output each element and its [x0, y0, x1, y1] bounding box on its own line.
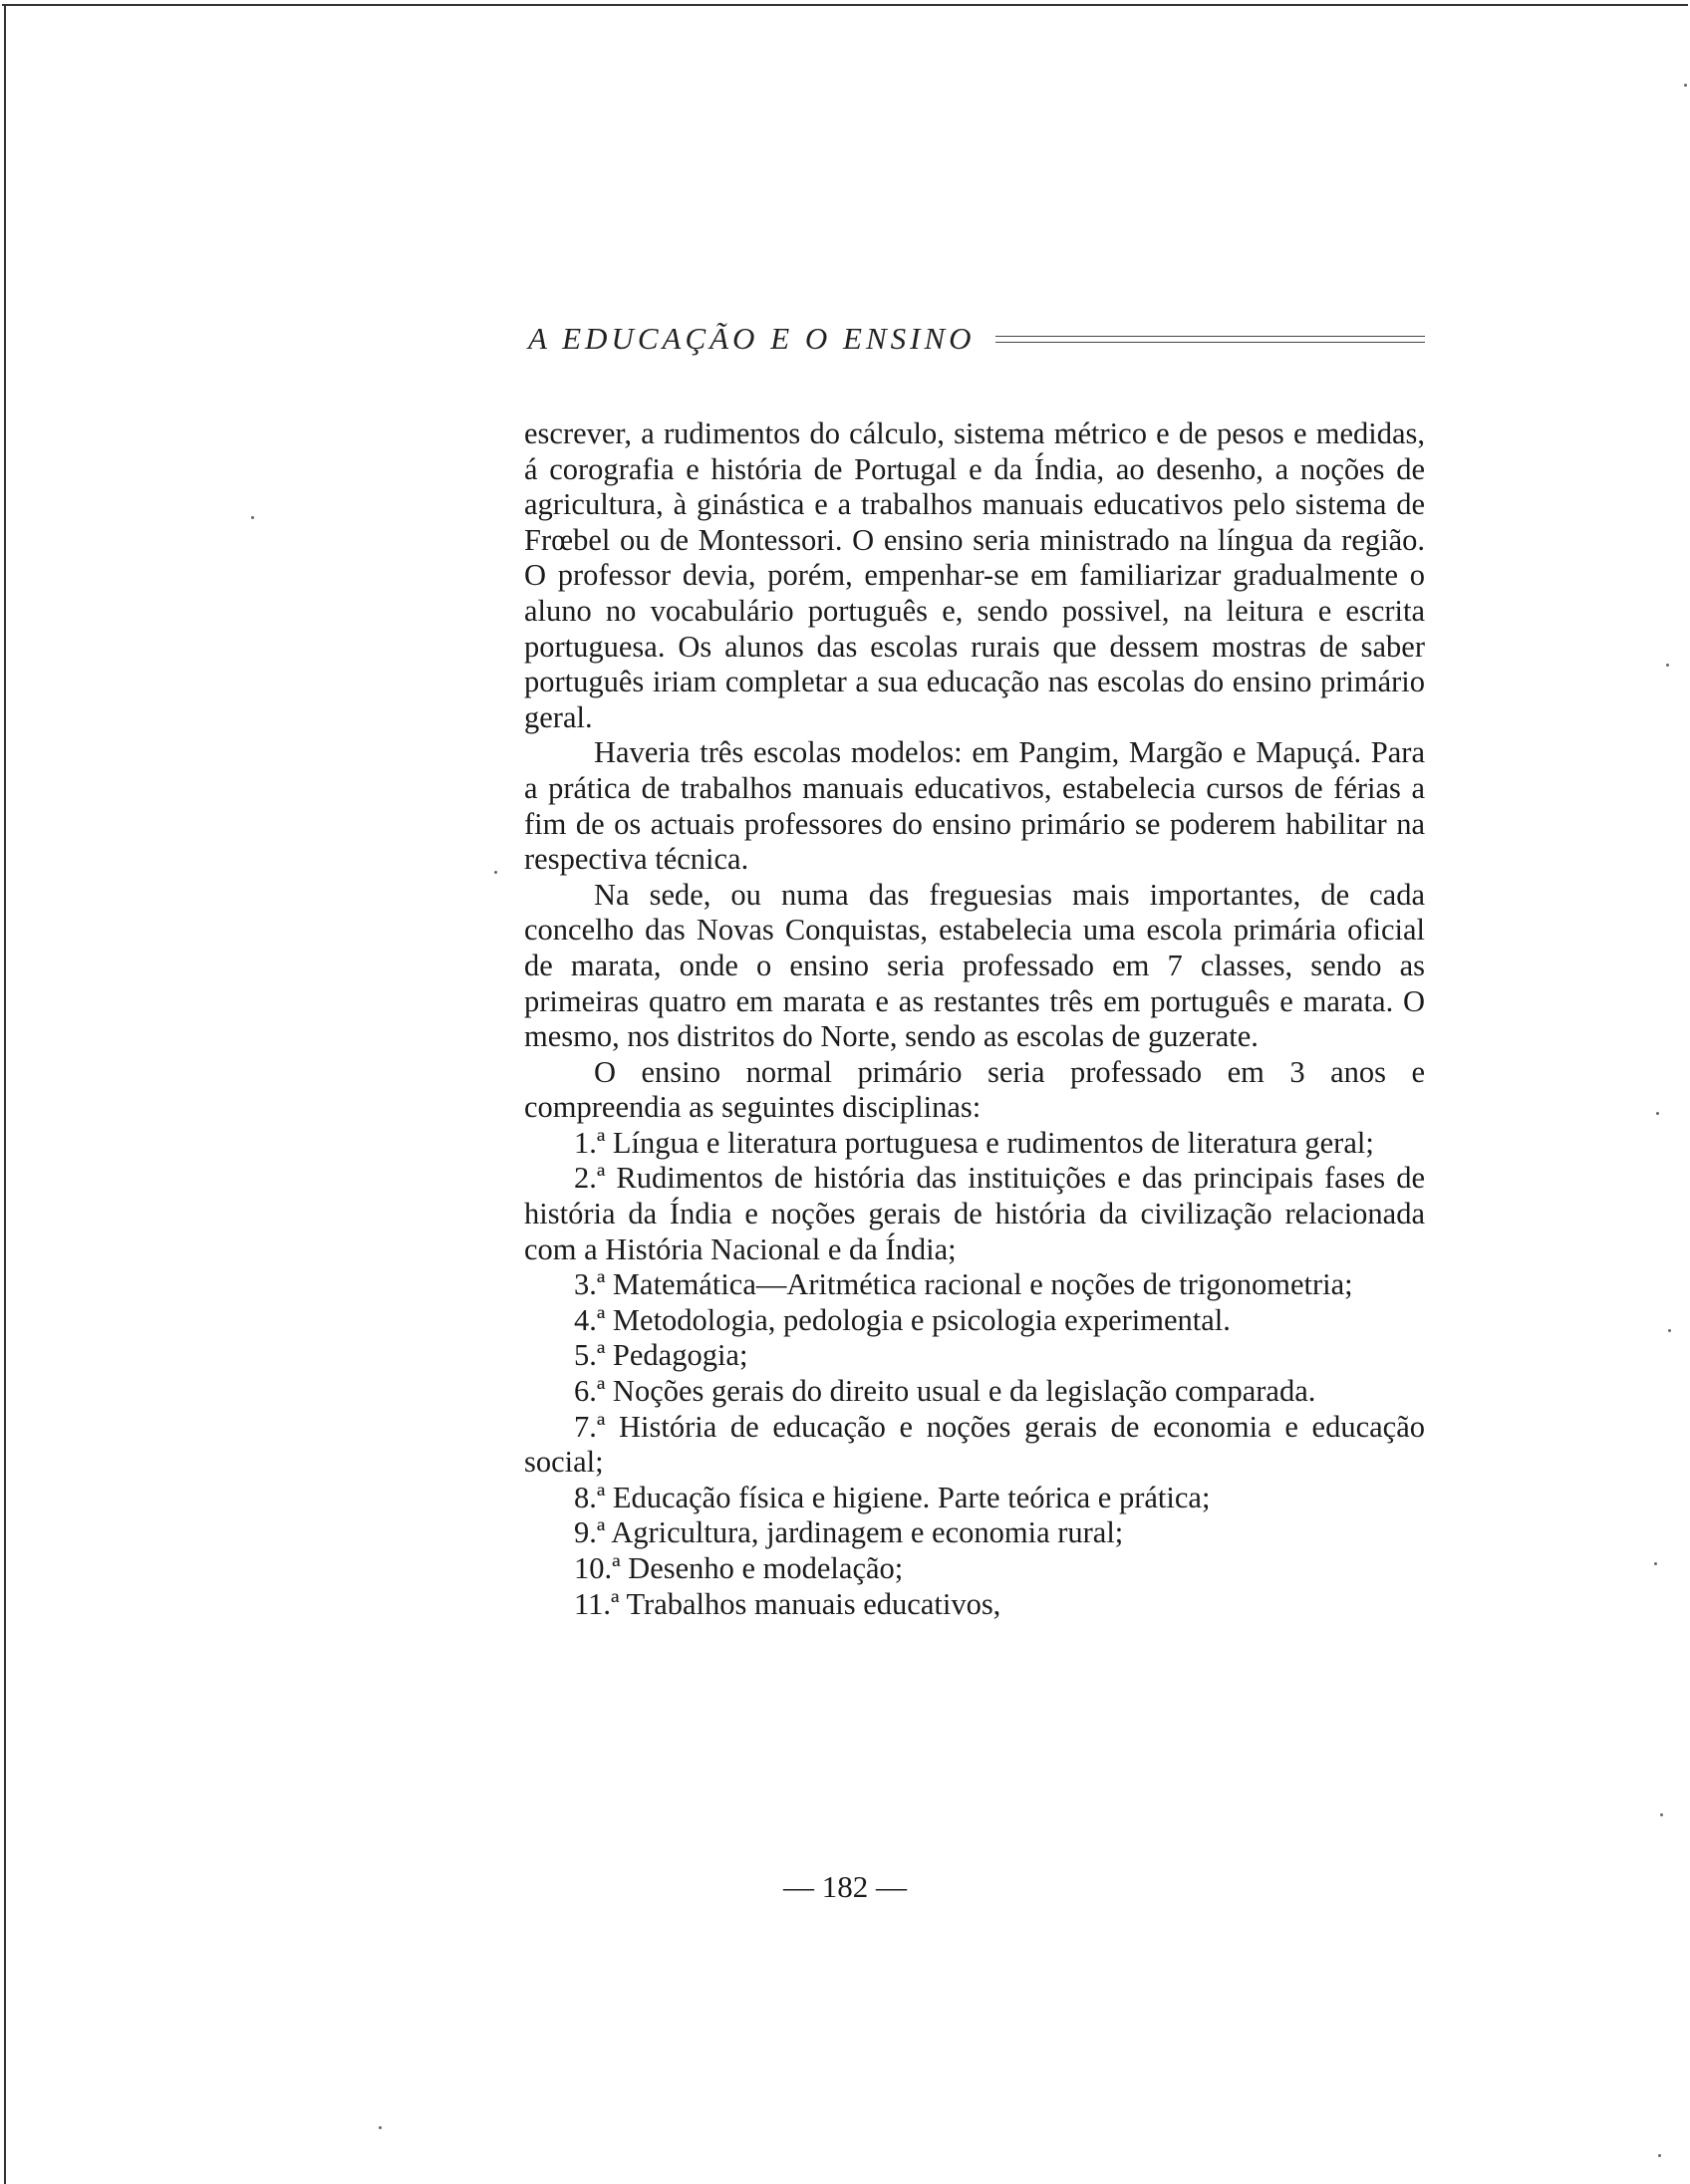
scan-speck	[1668, 1329, 1671, 1332]
subject-item-7: 7.ª História de educação e noções gerais de economia e educação social;	[524, 1409, 1425, 1480]
scan-speck	[1658, 2154, 1661, 2157]
scan-speck	[1656, 1112, 1659, 1115]
subject-item-8: 8.ª Educação física e higiene. Parte teórica e prática;	[574, 1480, 1211, 1514]
subject-item-10: 10.ª Desenho e modelação;	[574, 1551, 904, 1585]
page-frame-left-edge	[4, 4, 6, 2184]
page-body	[524, 416, 1425, 1622]
running-header-title: A EDUCAÇÃO E O ENSINO	[528, 321, 976, 356]
paragraph-3: Na sede, ou numa das freguesias mais importantes, de cada concelho das Novas Conquistas, estabelecia uma escola primária oficial de marata, onde o ensino seria professado em 7 classes, sendo as primeiras quatro em marata e as restantes três em português e marata. O mesmo, nos distritos do Norte, sendo as escolas de guzerate.	[524, 877, 1425, 1054]
subject-item-11: 11.ª Trabalhos manuais educativos,	[574, 1586, 1001, 1621]
page-frame-top-edge	[2, 4, 1688, 6]
page-number: — 182 —	[783, 1869, 907, 1904]
scan-speck	[379, 2126, 382, 2129]
subject-item-6: 6.ª Noções gerais do direito usual e da legislação comparada.	[574, 1374, 1316, 1409]
scan-speck	[251, 516, 254, 519]
scan-speck	[1654, 1562, 1657, 1565]
paragraph-1: escrever, a rudimentos do cálculo, sistema métrico e de pesos e medidas, á corografia e história de Portugal e da Índia, ao desenho, a noções de agricultura, à ginástica e a trabalhos manuais educativos pelo sistema de Frœbel ou de Montessori. O ensino seria ministrado na língua da região. O professor devia, porém, empenhar-se em familiarizar gradualmente o aluno no vocabulário português e, sendo possivel, na leitura e escrita portuguesa. Os alunos das escolas rurais que dessem mostras de saber português iriam completar a sua educação nas escolas do ensino primário geral.	[524, 416, 1425, 734]
paragraph-4: O ensino normal primário seria professado em 3 anos e compreendia as seguintes disciplinas:	[524, 1054, 1425, 1125]
running-header	[528, 317, 1425, 361]
scan-speck	[1684, 84, 1687, 87]
header-rule	[995, 336, 1425, 343]
subject-item-3: 3.ª Matemática—Aritmética racional e noções de trigonometria;	[574, 1267, 1353, 1302]
subject-item-1: 1.ª Língua e literatura portuguesa e rudimentos de literatura geral;	[574, 1125, 1374, 1160]
subject-item-2: 2.ª Rudimentos de história das instituições e das principais fases de história da Índia e noções gerais de história da civilização relacionada com a História Nacional e da Índia;	[524, 1161, 1425, 1266]
scan-speck	[1666, 664, 1669, 667]
scan-speck	[494, 871, 497, 874]
subject-list	[524, 1126, 1425, 1622]
subject-item-9: 9.ª Agricultura, jardinagem e economia rural;	[574, 1515, 1124, 1550]
subject-item-5: 5.ª Pedagogia;	[574, 1338, 748, 1373]
subject-item-4: 4.ª Metodologia, pedologia e psicologia experimental.	[574, 1302, 1231, 1337]
paragraph-2: Haveria três escolas modelos: em Pangim, Margão e Mapuçá. Para a prática de trabalhos manuais educativos, estabelecia cursos de férias a fim de os actuais professores do ensino primário se poderem habilitar na respectiva técnica.	[524, 735, 1425, 877]
scan-speck	[1660, 1813, 1663, 1816]
